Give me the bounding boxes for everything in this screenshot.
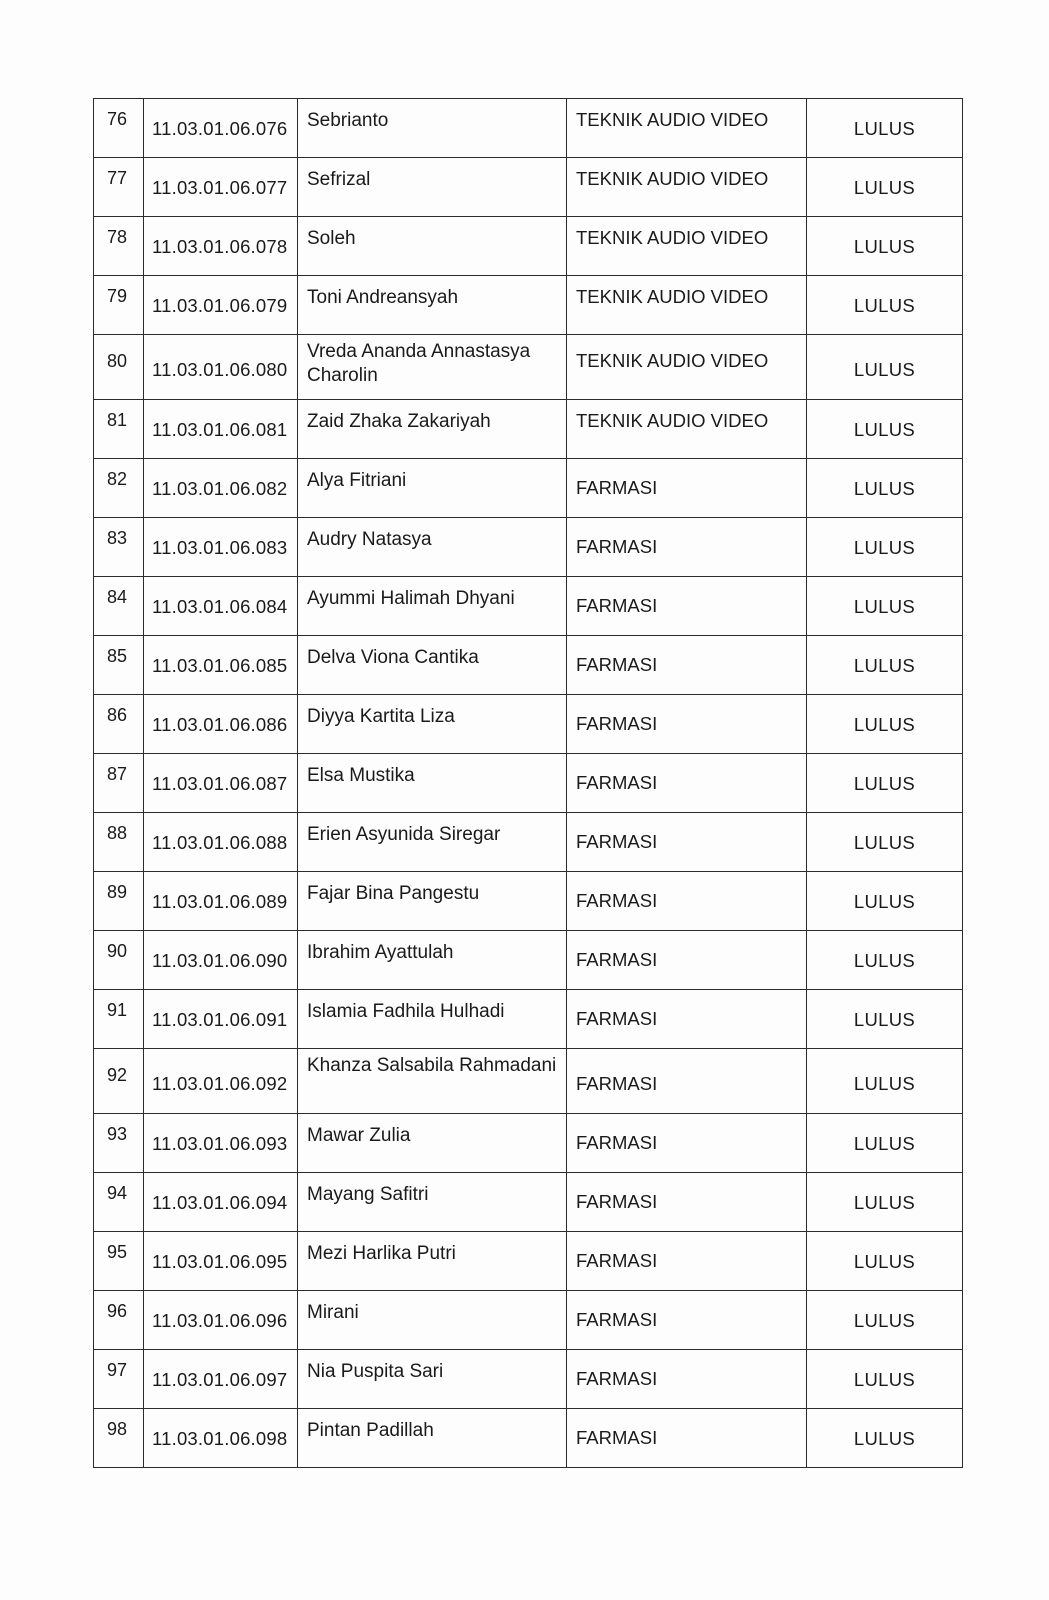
row-number: 79 <box>94 276 144 335</box>
student-name: Pintan Padillah <box>298 1409 567 1468</box>
study-program: FARMASI <box>567 1350 807 1409</box>
graduation-status: LULUS <box>807 1291 963 1350</box>
study-program: FARMASI <box>567 1049 807 1114</box>
row-number: 89 <box>94 872 144 931</box>
student-id: 11.03.01.06.098 <box>144 1409 298 1468</box>
student-name: Elsa Mustika <box>298 754 567 813</box>
graduation-status: LULUS <box>807 872 963 931</box>
row-number: 87 <box>94 754 144 813</box>
row-number: 77 <box>94 158 144 217</box>
student-name: Delva Viona Cantika <box>298 636 567 695</box>
student-name: Mezi Harlika Putri <box>298 1232 567 1291</box>
graduation-status: LULUS <box>807 695 963 754</box>
student-id: 11.03.01.06.083 <box>144 518 298 577</box>
student-name: Vreda Ananda Annastasya Charolin <box>298 335 567 400</box>
table-row <box>94 636 963 695</box>
student-name: Erien Asyunida Siregar <box>298 813 567 872</box>
study-program: FARMASI <box>567 1114 807 1173</box>
study-program: FARMASI <box>567 754 807 813</box>
student-id: 11.03.01.06.078 <box>144 217 298 276</box>
student-id: 11.03.01.06.090 <box>144 931 298 990</box>
student-name: Ibrahim Ayattulah <box>298 931 567 990</box>
row-number: 93 <box>94 1114 144 1173</box>
row-number: 78 <box>94 217 144 276</box>
graduation-status: LULUS <box>807 1049 963 1114</box>
graduation-status: LULUS <box>807 158 963 217</box>
study-program: FARMASI <box>567 577 807 636</box>
student-name: Soleh <box>298 217 567 276</box>
student-name: Khanza Salsabila Rahmadani <box>298 1049 567 1114</box>
row-number: 95 <box>94 1232 144 1291</box>
row-number: 84 <box>94 577 144 636</box>
graduation-status: LULUS <box>807 335 963 400</box>
graduation-status: LULUS <box>807 99 963 158</box>
student-id: 11.03.01.06.092 <box>144 1049 298 1114</box>
study-program: FARMASI <box>567 695 807 754</box>
graduation-status: LULUS <box>807 577 963 636</box>
study-program: FARMASI <box>567 872 807 931</box>
row-number: 94 <box>94 1173 144 1232</box>
student-id: 11.03.01.06.081 <box>144 400 298 459</box>
study-program: FARMASI <box>567 990 807 1049</box>
student-id: 11.03.01.06.093 <box>144 1114 298 1173</box>
student-name: Audry Natasya <box>298 518 567 577</box>
study-program: FARMASI <box>567 459 807 518</box>
row-number: 98 <box>94 1409 144 1468</box>
table-row <box>94 1114 963 1173</box>
table-row <box>94 217 963 276</box>
table-row <box>94 872 963 931</box>
table-row <box>94 695 963 754</box>
row-number: 88 <box>94 813 144 872</box>
study-program: FARMASI <box>567 636 807 695</box>
student-id: 11.03.01.06.091 <box>144 990 298 1049</box>
table-row <box>94 990 963 1049</box>
graduation-status: LULUS <box>807 1114 963 1173</box>
table-row <box>94 931 963 990</box>
student-name: Ayummi Halimah Dhyani <box>298 577 567 636</box>
table-row <box>94 1350 963 1409</box>
student-id: 11.03.01.06.084 <box>144 577 298 636</box>
student-name: Mayang Safitri <box>298 1173 567 1232</box>
graduation-status: LULUS <box>807 990 963 1049</box>
study-program: TEKNIK AUDIO VIDEO <box>567 276 807 335</box>
student-name: Nia Puspita Sari <box>298 1350 567 1409</box>
student-id: 11.03.01.06.094 <box>144 1173 298 1232</box>
student-id: 11.03.01.06.096 <box>144 1291 298 1350</box>
table-row <box>94 1409 963 1468</box>
row-number: 80 <box>94 335 144 400</box>
table-row <box>94 518 963 577</box>
study-program: FARMASI <box>567 1409 807 1468</box>
row-number: 76 <box>94 99 144 158</box>
row-number: 86 <box>94 695 144 754</box>
table-row <box>94 577 963 636</box>
graduation-status: LULUS <box>807 1173 963 1232</box>
row-number: 81 <box>94 400 144 459</box>
row-number: 92 <box>94 1049 144 1114</box>
study-program: TEKNIK AUDIO VIDEO <box>567 99 807 158</box>
student-id: 11.03.01.06.082 <box>144 459 298 518</box>
student-id: 11.03.01.06.088 <box>144 813 298 872</box>
table-row <box>94 1291 963 1350</box>
study-program: FARMASI <box>567 1232 807 1291</box>
student-name: Sefrizal <box>298 158 567 217</box>
student-name: Sebrianto <box>298 99 567 158</box>
row-number: 83 <box>94 518 144 577</box>
row-number: 85 <box>94 636 144 695</box>
student-name: Islamia Fadhila Hulhadi <box>298 990 567 1049</box>
student-id: 11.03.01.06.080 <box>144 335 298 400</box>
study-program: FARMASI <box>567 931 807 990</box>
graduation-status: LULUS <box>807 813 963 872</box>
student-id: 11.03.01.06.095 <box>144 1232 298 1291</box>
graduation-status: LULUS <box>807 1409 963 1468</box>
graduation-status: LULUS <box>807 636 963 695</box>
student-name: Mawar Zulia <box>298 1114 567 1173</box>
student-id: 11.03.01.06.077 <box>144 158 298 217</box>
student-id: 11.03.01.06.086 <box>144 695 298 754</box>
student-name: Fajar Bina Pangestu <box>298 872 567 931</box>
graduation-results-table <box>93 98 963 1468</box>
table-row <box>94 1173 963 1232</box>
study-program: FARMASI <box>567 518 807 577</box>
table-row <box>94 1049 963 1114</box>
student-id: 11.03.01.06.087 <box>144 754 298 813</box>
study-program: TEKNIK AUDIO VIDEO <box>567 335 807 400</box>
study-program: TEKNIK AUDIO VIDEO <box>567 217 807 276</box>
study-program: TEKNIK AUDIO VIDEO <box>567 400 807 459</box>
student-id: 11.03.01.06.089 <box>144 872 298 931</box>
row-number: 82 <box>94 459 144 518</box>
row-number: 97 <box>94 1350 144 1409</box>
student-id: 11.03.01.06.085 <box>144 636 298 695</box>
student-name: Zaid Zhaka Zakariyah <box>298 400 567 459</box>
graduation-status: LULUS <box>807 1350 963 1409</box>
table-row <box>94 400 963 459</box>
study-program: FARMASI <box>567 813 807 872</box>
student-id: 11.03.01.06.076 <box>144 99 298 158</box>
table-row <box>94 99 963 158</box>
table-row <box>94 459 963 518</box>
study-program: FARMASI <box>567 1173 807 1232</box>
table-row <box>94 1232 963 1291</box>
table-row <box>94 813 963 872</box>
student-id: 11.03.01.06.097 <box>144 1350 298 1409</box>
row-number: 96 <box>94 1291 144 1350</box>
student-name: Diyya Kartita Liza <box>298 695 567 754</box>
graduation-status: LULUS <box>807 754 963 813</box>
table-row <box>94 335 963 400</box>
graduation-status: LULUS <box>807 276 963 335</box>
table-row <box>94 276 963 335</box>
student-name: Toni Andreansyah <box>298 276 567 335</box>
table-row <box>94 158 963 217</box>
graduation-status: LULUS <box>807 459 963 518</box>
graduation-status: LULUS <box>807 518 963 577</box>
graduation-status: LULUS <box>807 1232 963 1291</box>
study-program: TEKNIK AUDIO VIDEO <box>567 158 807 217</box>
student-name: Mirani <box>298 1291 567 1350</box>
row-number: 90 <box>94 931 144 990</box>
study-program: FARMASI <box>567 1291 807 1350</box>
graduation-status: LULUS <box>807 931 963 990</box>
student-name: Alya Fitriani <box>298 459 567 518</box>
row-number: 91 <box>94 990 144 1049</box>
student-id: 11.03.01.06.079 <box>144 276 298 335</box>
table-row <box>94 754 963 813</box>
graduation-status: LULUS <box>807 217 963 276</box>
graduation-status: LULUS <box>807 400 963 459</box>
